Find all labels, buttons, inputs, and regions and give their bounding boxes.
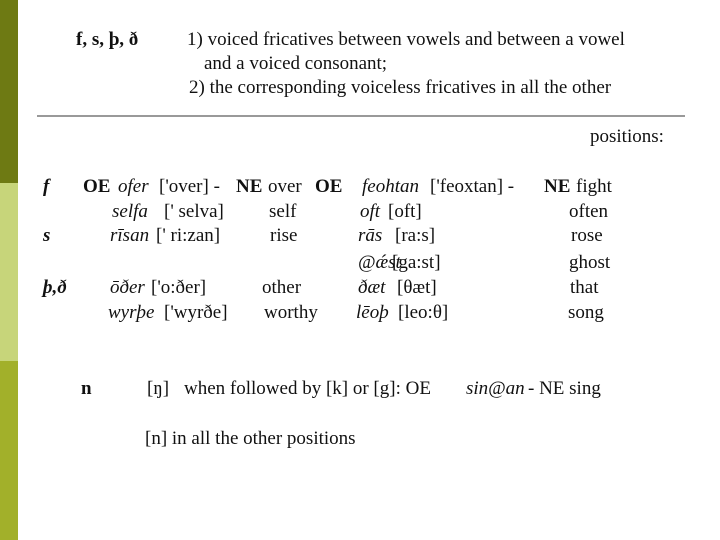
trans-ras: [ra:s] [395, 225, 436, 246]
trans-ofer: ['over] - [159, 176, 220, 197]
gloss-that: that [570, 277, 599, 298]
n-rule-line-1: when followed by [k] or [g]: OE [184, 378, 431, 399]
sidebar-bar-top [0, 0, 18, 183]
rule-1-line-1: 1) voiced fricatives between vowels and between a vowel [187, 29, 625, 50]
sounds-heading: f, s, þ, ð [76, 29, 139, 50]
trans-feohtan: ['feoxtan] - [430, 176, 515, 197]
trans-wyrthe: ['wyrðe] [164, 302, 228, 323]
gloss-over: over [268, 176, 302, 197]
gloss-other: other [262, 277, 302, 298]
trans-selfa: [' selva] [164, 201, 224, 222]
trans-daet: [θæt] [397, 277, 437, 298]
rule-2-line-1: 2) the corresponding voiceless fricatives in all the other [189, 77, 612, 98]
label-f: f [43, 176, 50, 197]
gloss-song: song [568, 302, 604, 323]
rule-2-line-2: positions: [590, 126, 664, 147]
n-rule-line-2: [n] in all the other positions [145, 428, 356, 449]
label-s: s [43, 225, 51, 246]
word-singan: sin@an [466, 378, 525, 399]
word-ras: rās [358, 225, 383, 246]
word-daet: ðæt [358, 277, 386, 298]
word-oder: ōðer [110, 277, 145, 298]
rule-1-line-2: and a voiced consonant; [204, 53, 388, 74]
gloss-worthy: worthy [264, 302, 318, 323]
word-wyrthe: wyrþe [108, 302, 155, 323]
ne-label-2: NE [544, 176, 571, 197]
word-risan: rīsan [110, 225, 150, 246]
ipa-eng: [ŋ] [147, 378, 170, 399]
gloss-self: self [269, 201, 297, 222]
word-leoth: lēoþ [356, 302, 389, 323]
gloss-rise: rise [270, 225, 298, 246]
trans-oft: [oft] [388, 201, 422, 222]
gloss-fight: fight [576, 176, 612, 197]
word-feohtan: feohtan [362, 176, 419, 197]
oe-label-2: OE [315, 176, 343, 197]
gloss-rose: rose [571, 225, 603, 246]
word-selfa: selfa [112, 201, 148, 222]
word-ofer: ofer [118, 176, 149, 197]
trans-gast: [ga:st] [392, 252, 441, 273]
word-oft: oft [360, 201, 381, 222]
sidebar-bar-bottom [0, 361, 18, 540]
divider-line [37, 115, 685, 117]
word-gast: @ǽst [358, 252, 401, 273]
oe-label: OE [83, 176, 111, 197]
label-n: n [81, 378, 92, 399]
label-thorn-eth: þ,ð [43, 277, 67, 298]
n-rule-line-1-rest: - NE sing [528, 378, 601, 399]
gloss-often: often [569, 201, 609, 222]
trans-oder: ['o:ðer] [151, 277, 207, 298]
trans-leoth: [leo:θ] [398, 302, 449, 323]
gloss-ghost: ghost [569, 252, 611, 273]
trans-risan: [' ri:zan] [156, 225, 221, 246]
ne-label: NE [236, 176, 263, 197]
sidebar-bar-middle [0, 183, 18, 361]
